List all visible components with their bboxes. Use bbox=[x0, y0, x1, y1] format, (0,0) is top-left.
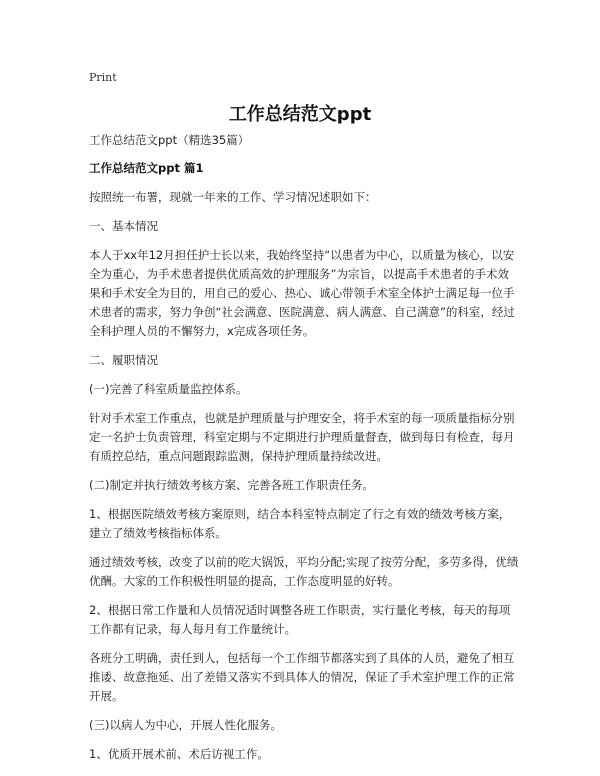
paragraph-performance-1: 1、根据医院绩效考核方案原则，结合本科室特点制定了行之有效的绩效考核方案，建立了绩效考核指标体系。 bbox=[89, 507, 511, 540]
document-title: 工作总结范文ppt bbox=[228, 104, 372, 125]
print-link[interactable]: Print bbox=[89, 71, 117, 84]
paragraph-performance-4: 各班分工明确，责任到人，包括每一个工作细节都落实到了具体的人员，避免了相互推诿、故意拖延、出了差错又落实不到具体人的情况，保证了手术室护理工作的正常开展。 bbox=[89, 651, 515, 703]
document-body bbox=[89, 131, 519, 774]
subheading-performance-plan: (二)制定并执行绩效考核方案、完善各班工作职责任务。 bbox=[89, 478, 374, 492]
paragraph-performance-2: 通过绩效考核，改变了以前的吃大锅饭，平均分配;实现了按劳分配，多劳多得，优绩优酬。大家的工作积极性明显的提高，工作态度明显的好转。 bbox=[89, 555, 519, 588]
paragraph-basic-info: 本人于xx年12月担任护士长以来，我始终坚持“以患者为中心，以质量为核心，以安全为重心，为手术患者提供优质高效的护理服务”为宗旨，以提高手术患者的手术效果和手术安全为目的，用自己的爱心、热心、诚心带领手术室全体护士满足每一位手术患者的需求，努力争创“社会满意、医院满意、病人满意、自己满意”的科室，经过全科护理人员的不懈努力，x完成各项任务。 bbox=[89, 248, 515, 338]
paragraph-quality-system: 针对手术室工作重点，也就是护理质量与护理安全，将手术室的每一项质量指标分别定一名护士负责管理，科室定期与不定期进行护理质量督查，做到每日有检查，每月有质控总结，重点问题跟踪监测，保持护理质量持续改进。 bbox=[89, 411, 515, 463]
section-heading: 工作总结范文ppt 篇1 bbox=[89, 161, 204, 175]
subheading-patient-centered: (三)以病人为中心，开展人性化服务。 bbox=[89, 718, 282, 732]
paragraph-performance-3: 2、根据日常工作量和人员情况适时调整各班工作职责，实行量化考核，每天的每项工作都有记录，每人每月有工作量统计。 bbox=[89, 603, 511, 636]
heading-duty-performance: 二、履职情况 bbox=[89, 353, 158, 367]
document-subtitle: 工作总结范文ppt（精选35篇） bbox=[89, 133, 250, 147]
intro-paragraph: 按照统一布署，现就一年来的工作、学习情况述职如下： bbox=[89, 190, 377, 204]
subheading-quality-system: (一)完善了科室质量监控体系。 bbox=[89, 382, 248, 396]
paragraph-visits: 1、优质开展术前、术后访视工作。 bbox=[89, 747, 269, 761]
heading-basic-info: 一、基本情况 bbox=[89, 219, 158, 233]
